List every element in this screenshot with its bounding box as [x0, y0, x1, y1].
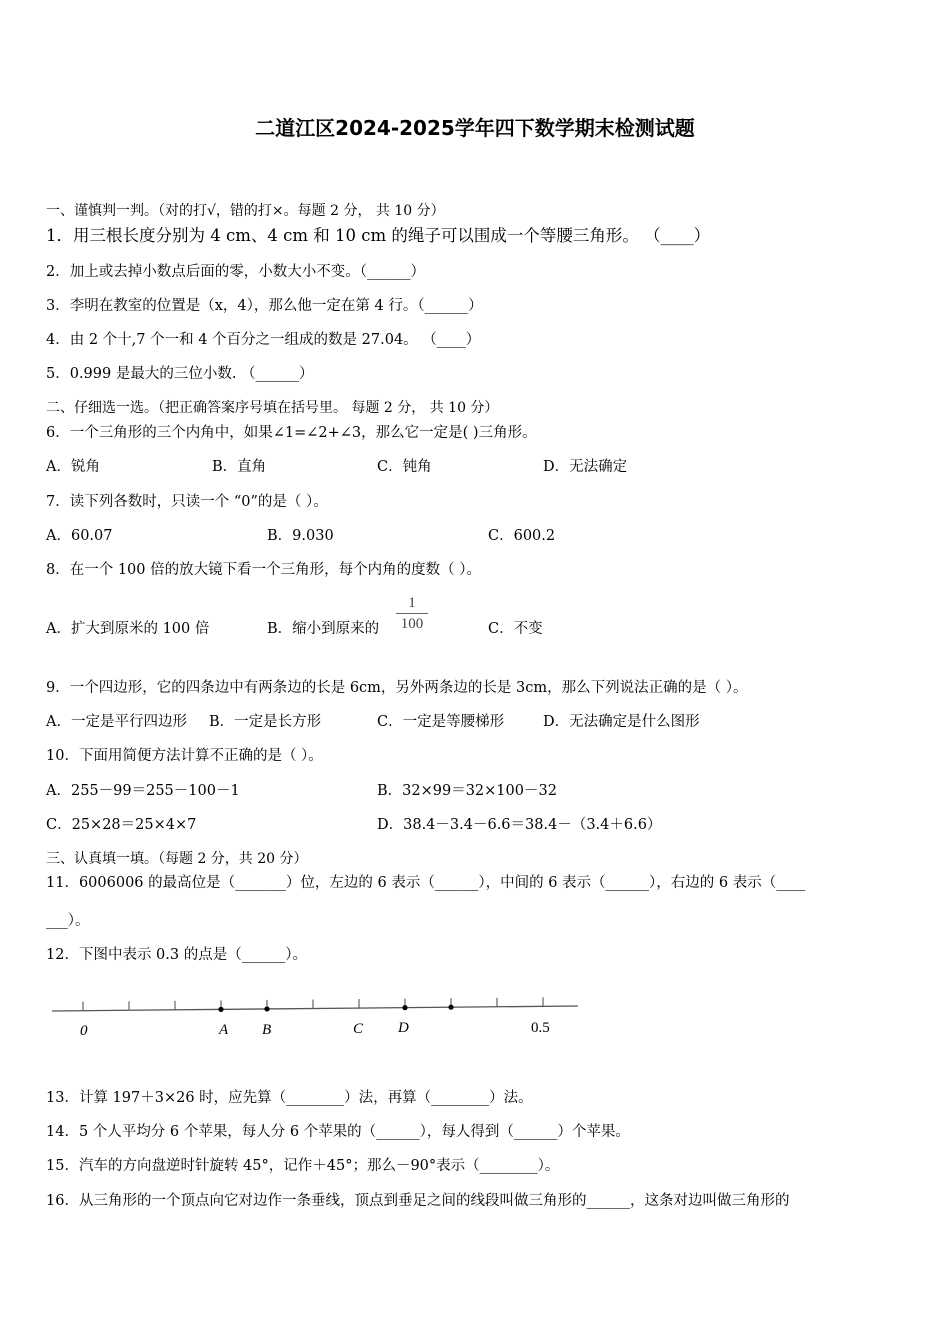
- label-end: 0.5: [531, 1020, 550, 1036]
- point-dot: [448, 1005, 453, 1010]
- fraction-denominator: 100: [400, 616, 424, 632]
- question-13: 13．计算 197＋3×26 时，应先算（________）法，再算（________）法。: [46, 1090, 533, 1106]
- q6-option-a: A．锐角: [46, 459, 100, 475]
- q10-option-b: B．32×99＝32×100－32: [377, 783, 557, 799]
- q8-option-b: B．缩小到原来的: [267, 621, 380, 637]
- q10-option-a: A．255－99＝255－100－1: [46, 783, 240, 799]
- q6-option-b: B．直角: [212, 459, 267, 475]
- point-label-d: D: [398, 1020, 409, 1036]
- q9-option-c: C．一定是等腰梯形: [377, 714, 505, 730]
- section1-heading: 一、谨慎判一判。（对的打√，错的打×。每题 2 分， 共 10 分）: [46, 203, 445, 219]
- point-label-b: B: [262, 1022, 272, 1038]
- point-label-a: A: [219, 1022, 229, 1038]
- number-line-axis: [52, 1006, 578, 1011]
- question-1: 1．用三根长度分别为 4 cm、4 cm 和 10 cm 的绳子可以围成一个等腰三角形。 （____）: [46, 226, 711, 245]
- question-6: 6．一个三角形的三个内角中，如果∠1=∠2+∠3，那么它一定是( )三角形。: [46, 425, 537, 441]
- question-14: 14．5 个人平均分 6 个苹果，每人分 6 个苹果的（______），每人得到（______）个苹果。: [46, 1124, 630, 1140]
- q10-option-d: D．38.4－3.4－6.6＝38.4－（3.4＋6.6）: [377, 817, 662, 833]
- question-10: 10．下面用简便方法计算不正确的是（ ）。: [46, 748, 323, 764]
- question-2: 2．加上或去掉小数点后面的零，小数大小不变。（______）: [46, 264, 425, 280]
- question-7: 7．读下列各数时，只读一个 “0”的是（ ）。: [46, 494, 328, 510]
- q7-option-c: C．600.2: [488, 528, 556, 544]
- point-dot: [402, 1005, 407, 1010]
- fraction-numerator: 1: [408, 595, 416, 611]
- section2-heading: 二、仔细选一选。（把正确答案序号填在括号里。 每题 2 分， 共 10 分）: [46, 400, 499, 416]
- question-12: 12．下图中表示 0.3 的点是（______）。: [46, 947, 307, 963]
- question-11-continued: ___）。: [46, 913, 90, 929]
- q6-option-d: D．无法确定: [543, 459, 628, 475]
- page-title: 二道江区2024-2025学年四下数学期末检测试题: [255, 116, 695, 140]
- question-3: 3．李明在教室的位置是（x，4），那么他一定在第 4 行。（______）: [46, 298, 483, 314]
- q9-option-a: A．一定是平行四边形: [46, 714, 187, 730]
- q6-option-c: C．钝角: [377, 459, 432, 475]
- q9-option-b: B．一定是长方形: [209, 714, 322, 730]
- question-9: 9．一个四边形，它的四条边中有两条边的长是 6cm，另外两条边的长是 3cm，那么下列说法正确的是（ ）。: [46, 680, 748, 696]
- question-4: 4．由 2 个十,7 个一和 4 个百分之一组成的数是 27.04。 （____）: [46, 332, 481, 348]
- number-line: [40, 990, 590, 1048]
- q8-option-a: A．扩大到原米的 100 倍: [46, 621, 210, 637]
- question-5: 5．0.999 是最大的三位小数. （______）: [46, 366, 314, 382]
- question-8: 8．在一个 100 倍的放大镜下看一个三角形，每个内角的度数（ ）。: [46, 562, 481, 578]
- q7-option-a: A．60.07: [46, 528, 113, 544]
- question-11: 11．6006006 的最高位是（_______）位，左边的 6 表示（______），中间的 6 表示（______），右边的 6 表示（____: [46, 875, 806, 891]
- q10-option-c: C．25×28＝25×4×7: [46, 817, 197, 833]
- q7-option-b: B．9.030: [267, 528, 334, 544]
- point-dot: [218, 1007, 223, 1012]
- q8-option-c: C．不变: [488, 621, 543, 637]
- section3-heading: 三、认真填一填。（每题 2 分，共 20 分）: [46, 851, 308, 867]
- q9-option-d: D．无法确定是什么图形: [543, 714, 700, 730]
- label-zero: 0: [80, 1023, 88, 1039]
- question-15: 15．汽车的方向盘逆时针旋转 45°，记作＋45°；那么－90°表示（________）。: [46, 1158, 560, 1174]
- question-16: 16．从三角形的一个顶点向它对边作一条垂线，顶点到垂足之间的线段叫做三角形的______，这条对边叫做三角形的: [46, 1193, 790, 1209]
- point-label-c: C: [353, 1021, 364, 1037]
- q8-fraction: [396, 594, 428, 633]
- fraction-bar: [396, 613, 428, 614]
- point-dot: [264, 1006, 269, 1011]
